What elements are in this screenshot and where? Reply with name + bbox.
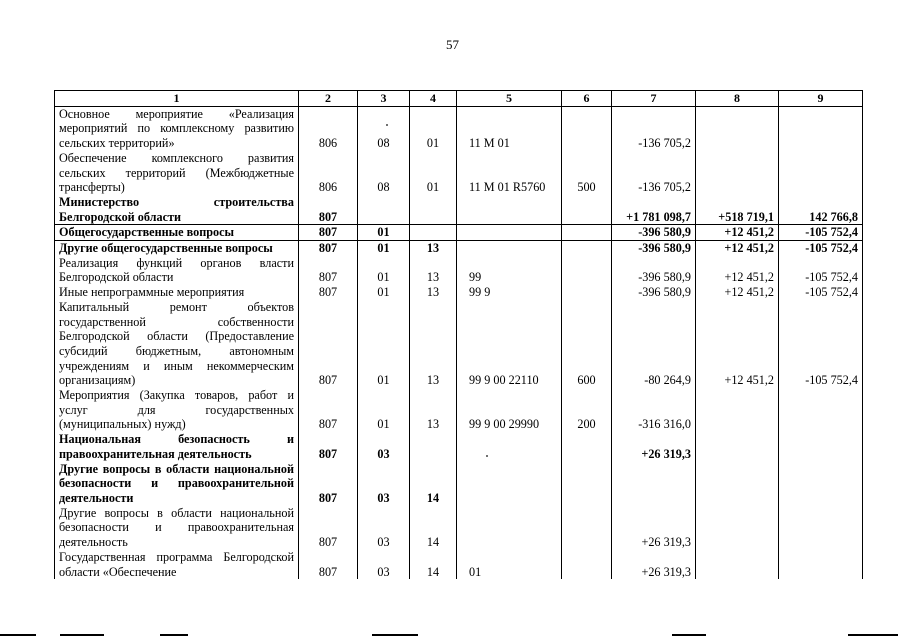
row-expense-type — [562, 256, 612, 285]
row-amount-col9 — [779, 550, 863, 579]
row-subsection-code — [410, 195, 457, 225]
row-target-article: 11 М 01 R5760 — [457, 151, 562, 195]
row-amount-col9: -105 752,4 — [779, 285, 863, 300]
row-amount-col9 — [779, 506, 863, 550]
row-amount-col9: -105 752,4 — [779, 300, 863, 388]
row-ministry-code: 807 — [299, 432, 358, 461]
row-section-code: 01 — [358, 388, 410, 432]
row-amount-col9: -105 752,4 — [779, 256, 863, 285]
row-target-article — [457, 195, 562, 225]
row-name: Министерство строительства Белгородской области — [55, 195, 299, 225]
header-cell: 5 — [457, 91, 562, 107]
row-ministry-code: 807 — [299, 550, 358, 579]
row-expense-type — [562, 506, 612, 550]
header-cell: 2 — [299, 91, 358, 107]
header-cell: 1 — [55, 91, 299, 107]
row-amount-col8 — [696, 432, 779, 461]
row-amount-col7: +26 319,3 — [612, 506, 696, 550]
row-amount-col9 — [779, 432, 863, 461]
scan-edge-mark — [60, 634, 104, 636]
header-cell: 6 — [562, 91, 612, 107]
row-expense-type: 500 — [562, 151, 612, 195]
row-amount-col7: -136 705,2 — [612, 151, 696, 195]
row-amount-col7: -396 580,9 — [612, 285, 696, 300]
scan-edge-mark — [0, 634, 36, 636]
header-cell: 7 — [612, 91, 696, 107]
row-name: Другие общегосударственные вопросы — [55, 241, 299, 256]
table-row — [55, 300, 863, 388]
table-row — [55, 506, 863, 550]
scan-speck — [486, 455, 488, 457]
row-ministry-code: 806 — [299, 106, 358, 151]
table-row — [55, 462, 863, 506]
row-amount-col9: -105 752,4 — [779, 241, 863, 256]
header-cell: 3 — [358, 91, 410, 107]
row-ministry-code: 807 — [299, 285, 358, 300]
row-amount-col8 — [696, 506, 779, 550]
row-name: Общегосударственные вопросы — [55, 225, 299, 241]
row-amount-col8 — [696, 462, 779, 506]
row-subsection-code: 14 — [410, 462, 457, 506]
row-expense-type: 600 — [562, 300, 612, 388]
row-name: Обеспечение комплексного развития сельских территорий (Межбюджетные трансферты) — [55, 151, 299, 195]
row-section-code: 01 — [358, 300, 410, 388]
row-amount-col8: +12 451,2 — [696, 285, 779, 300]
budget-table — [54, 90, 863, 579]
row-name: Иные непрограммные мероприятия — [55, 285, 299, 300]
row-subsection-code — [410, 432, 457, 461]
row-expense-type — [562, 550, 612, 579]
header-cell: 8 — [696, 91, 779, 107]
row-amount-col8: +12 451,2 — [696, 256, 779, 285]
row-amount-col9 — [779, 106, 863, 151]
table-row — [55, 550, 863, 579]
row-amount-col8: +12 451,2 — [696, 241, 779, 256]
row-section-code: 03 — [358, 506, 410, 550]
row-section-code: 01 — [358, 285, 410, 300]
row-amount-col8: +12 451,2 — [696, 300, 779, 388]
row-subsection-code: 14 — [410, 550, 457, 579]
row-name: Другие вопросы в области национальной безопасности и правоохранительной деятельности — [55, 462, 299, 506]
row-amount-col7 — [612, 462, 696, 506]
row-subsection-code: 14 — [410, 506, 457, 550]
row-amount-col7: -316 316,0 — [612, 388, 696, 432]
row-amount-col8 — [696, 106, 779, 151]
header-cell: 9 — [779, 91, 863, 107]
row-expense-type — [562, 241, 612, 256]
row-amount-col7: -396 580,9 — [612, 241, 696, 256]
row-target-article — [457, 506, 562, 550]
row-name: Основное мероприятие «Реализация мероприятий по комплексному развитию сельских территорий» — [55, 106, 299, 151]
row-subsection-code: 13 — [410, 300, 457, 388]
row-ministry-code: 807 — [299, 256, 358, 285]
row-target-article — [457, 462, 562, 506]
row-target-article: 99 9 — [457, 285, 562, 300]
row-ministry-code: 807 — [299, 195, 358, 225]
row-section-code: 08 — [358, 151, 410, 195]
row-target-article — [457, 432, 562, 461]
row-subsection-code: 13 — [410, 241, 457, 256]
table-row — [55, 225, 863, 241]
row-section-code — [358, 195, 410, 225]
row-amount-col9 — [779, 388, 863, 432]
row-ministry-code: 807 — [299, 300, 358, 388]
row-ministry-code: 807 — [299, 225, 358, 241]
scan-edge-mark — [372, 634, 418, 636]
row-subsection-code: 13 — [410, 388, 457, 432]
row-target-article: 01 — [457, 550, 562, 579]
scan-edge-mark — [160, 634, 188, 636]
row-amount-col8 — [696, 388, 779, 432]
row-ministry-code: 807 — [299, 241, 358, 256]
row-amount-col9 — [779, 462, 863, 506]
row-section-code: 01 — [358, 241, 410, 256]
row-amount-col9 — [779, 151, 863, 195]
row-ministry-code: 807 — [299, 462, 358, 506]
row-expense-type: 200 — [562, 388, 612, 432]
table-header — [55, 91, 863, 107]
table-row — [55, 256, 863, 285]
row-expense-type — [562, 225, 612, 241]
row-section-code: 01 — [358, 256, 410, 285]
row-amount-col7: -396 580,9 — [612, 256, 696, 285]
row-amount-col7: +1 781 098,7 — [612, 195, 696, 225]
table-row — [55, 388, 863, 432]
row-ministry-code: 806 — [299, 151, 358, 195]
row-expense-type — [562, 195, 612, 225]
row-name: Капитальный ремонт объектов государственной собственности Белгородской области (Предоставление субсидий бюджетным, автономным учреждениям и иным некоммерческим организациям) — [55, 300, 299, 388]
page-number: 57 — [446, 37, 459, 52]
row-subsection-code — [410, 225, 457, 241]
row-subsection-code: 01 — [410, 151, 457, 195]
row-expense-type — [562, 106, 612, 151]
table-row — [55, 195, 863, 225]
row-amount-col7: -396 580,9 — [612, 225, 696, 241]
row-name: Государственная программа Белгородской области «Обеспечение — [55, 550, 299, 579]
row-target-article: 99 9 00 29990 — [457, 388, 562, 432]
row-amount-col8: +12 451,2 — [696, 225, 779, 241]
row-amount-col8 — [696, 550, 779, 579]
row-target-article — [457, 241, 562, 256]
row-ministry-code: 807 — [299, 388, 358, 432]
row-expense-type — [562, 432, 612, 461]
header-cell: 4 — [410, 91, 457, 107]
row-target-article: 11 М 01 — [457, 106, 562, 151]
row-section-code: 03 — [358, 550, 410, 579]
row-target-article — [457, 225, 562, 241]
row-amount-col7: -136 705,2 — [612, 106, 696, 151]
row-section-code: 08 — [358, 106, 410, 151]
row-amount-col7: +26 319,3 — [612, 550, 696, 579]
row-amount-col7: +26 319,3 — [612, 432, 696, 461]
row-amount-col8 — [696, 151, 779, 195]
table-row — [55, 151, 863, 195]
row-expense-type — [562, 285, 612, 300]
row-name: Национальная безопасность и правоохранительная деятельность — [55, 432, 299, 461]
table-row — [55, 241, 863, 256]
row-name: Реализация функций органов власти Белгородской области — [55, 256, 299, 285]
row-name: Мероприятия (Закупка товаров, работ и услуг для государственных (муниципальных) нужд) — [55, 388, 299, 432]
row-ministry-code: 807 — [299, 506, 358, 550]
row-amount-col9: -105 752,4 — [779, 225, 863, 241]
table-row — [55, 285, 863, 300]
row-amount-col7: -80 264,9 — [612, 300, 696, 388]
row-section-code: 03 — [358, 462, 410, 506]
row-target-article: 99 — [457, 256, 562, 285]
table-row — [55, 106, 863, 151]
row-name: Другие вопросы в области национальной безопасности и правоохранительная деятельность — [55, 506, 299, 550]
scan-speck — [386, 124, 388, 126]
row-amount-col9: 142 766,8 — [779, 195, 863, 225]
row-section-code: 03 — [358, 432, 410, 461]
scan-edge-mark — [672, 634, 706, 636]
row-amount-col8: +518 719,1 — [696, 195, 779, 225]
row-expense-type — [562, 462, 612, 506]
scan-edge-mark — [848, 634, 898, 636]
row-subsection-code: 13 — [410, 285, 457, 300]
table-row — [55, 432, 863, 461]
row-target-article: 99 9 00 22110 — [457, 300, 562, 388]
row-section-code: 01 — [358, 225, 410, 241]
row-subsection-code: 01 — [410, 106, 457, 151]
row-subsection-code: 13 — [410, 256, 457, 285]
